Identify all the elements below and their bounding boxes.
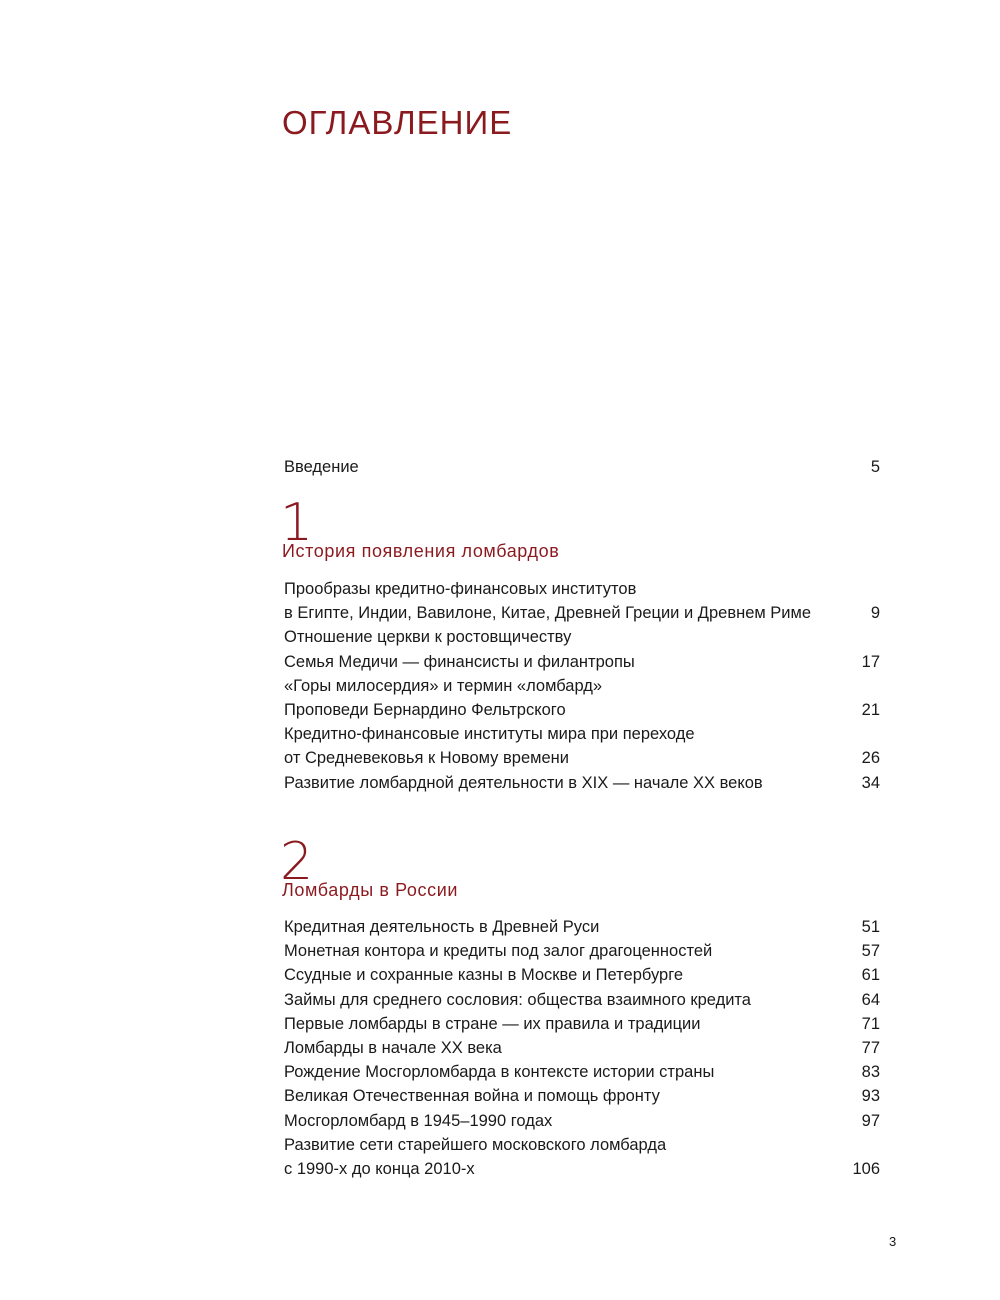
page-title: ОГЛАВЛЕНИЕ xyxy=(282,104,513,141)
toc-entry-text: Первые ломбарды в стране — их правила и традиции xyxy=(284,1014,701,1033)
toc-entry-page: 57 xyxy=(861,942,880,961)
toc-entry-page: 64 xyxy=(861,990,880,1009)
toc-entry-text: Кредитная деятельность в Древней Руси xyxy=(284,918,600,936)
toc-entry-text: «Горы милосердия» и термин «ломбард» xyxy=(284,676,603,695)
toc-entry-page: 26 xyxy=(861,749,880,768)
toc-entry-page: 61 xyxy=(861,966,880,985)
toc-entry-page: 83 xyxy=(861,1063,880,1082)
toc-entry-page: 93 xyxy=(861,1087,880,1106)
toc-entry[interactable] xyxy=(284,1109,880,1133)
toc-entry-text: Займы для среднего сословия: общества взаимного кредита xyxy=(284,990,751,1009)
toc-entry-text: Рождение Мосгорломбарда в контексте истории страны xyxy=(284,1063,715,1082)
toc-entry-text: Мосгорломбард в 1945–1990 годах xyxy=(284,1111,553,1130)
toc-entry-page: 106 xyxy=(852,1159,880,1178)
toc-entry-page: 34 xyxy=(861,773,880,792)
toc-entry-intro[interactable] xyxy=(284,455,880,479)
chapter-2-number: 2 xyxy=(280,832,314,892)
toc-entry-page: 9 xyxy=(870,604,880,623)
toc-entry[interactable] xyxy=(284,771,880,795)
toc-entry-text: в Египте, Индии, Вавилоне, Китае, Древней Греции и Древнем Риме xyxy=(284,604,812,623)
chapter-1-number: 1 xyxy=(280,493,314,553)
toc-entry[interactable] xyxy=(284,698,880,722)
toc-entry-page: 21 xyxy=(861,700,880,719)
toc-entry-text: Великая Отечественная война и помощь фронту xyxy=(284,1087,660,1106)
toc-entry-text: Ссудные и сохранные казны в Москве и Петербурге xyxy=(284,966,684,985)
toc-entry-text: Отношение церкви к ростовщичеству xyxy=(284,628,572,647)
toc-entry-page: 71 xyxy=(861,1014,880,1033)
toc-entry[interactable] xyxy=(284,601,880,625)
toc-entry[interactable] xyxy=(284,746,880,770)
toc-entry-page: 17 xyxy=(861,652,880,671)
toc-entry-page: 77 xyxy=(861,1038,880,1057)
toc-entry-page: 51 xyxy=(861,918,880,936)
toc-entry-text: Введение xyxy=(284,458,359,476)
toc-entry[interactable] xyxy=(284,650,880,674)
toc-entry-text: Монетная контора и кредиты под залог драгоценностей xyxy=(284,942,713,961)
toc-entry[interactable] xyxy=(284,674,880,698)
toc-entry[interactable] xyxy=(284,1060,880,1084)
toc-entry[interactable] xyxy=(284,963,880,987)
toc-entry-text: Прообразы кредитно-финансовых институтов xyxy=(284,580,637,598)
chapter-2-entries xyxy=(284,915,880,1181)
toc-intro xyxy=(284,455,880,479)
toc-entry-text: Проповеди Бернардино Фельтрского xyxy=(284,700,566,719)
toc-entry-text: Кредитно-финансовые институты мира при переходе xyxy=(284,725,695,744)
toc-entry[interactable] xyxy=(284,1036,880,1060)
toc-entry-text: Развитие сети старейшего московского ломбарда xyxy=(284,1135,667,1154)
toc-entry[interactable] xyxy=(284,939,880,963)
toc-entry[interactable] xyxy=(284,915,880,939)
chapter-1-entries xyxy=(284,577,880,795)
chapter-1-title: История появления ломбардов xyxy=(282,541,560,561)
chapter-2-title: Ломбарды в России xyxy=(282,880,459,900)
toc-entry-text: Ломбарды в начале XX века xyxy=(284,1038,502,1057)
toc-entry-text: Развитие ломбардной деятельности в XIX — начале XX веков xyxy=(284,773,763,792)
toc-entry-text: с 1990-х до конца 2010-х xyxy=(284,1159,475,1178)
toc-entry-page: 5 xyxy=(870,458,880,476)
toc-entry[interactable] xyxy=(284,1084,880,1108)
toc-entry[interactable] xyxy=(284,1157,880,1181)
toc-entry[interactable] xyxy=(284,625,880,649)
toc-entry[interactable] xyxy=(284,577,880,601)
toc-entry[interactable] xyxy=(284,1133,880,1157)
toc-entry-page: 97 xyxy=(861,1111,880,1130)
toc-entry[interactable] xyxy=(284,1012,880,1036)
page-number: 3 xyxy=(889,1234,897,1249)
toc-entry-text: от Средневековья к Новому времени xyxy=(284,749,569,768)
toc-entry[interactable] xyxy=(284,722,880,746)
toc-entry[interactable] xyxy=(284,988,880,1012)
toc-entry-text: Семья Медичи — финансисты и филантропы xyxy=(284,652,635,671)
